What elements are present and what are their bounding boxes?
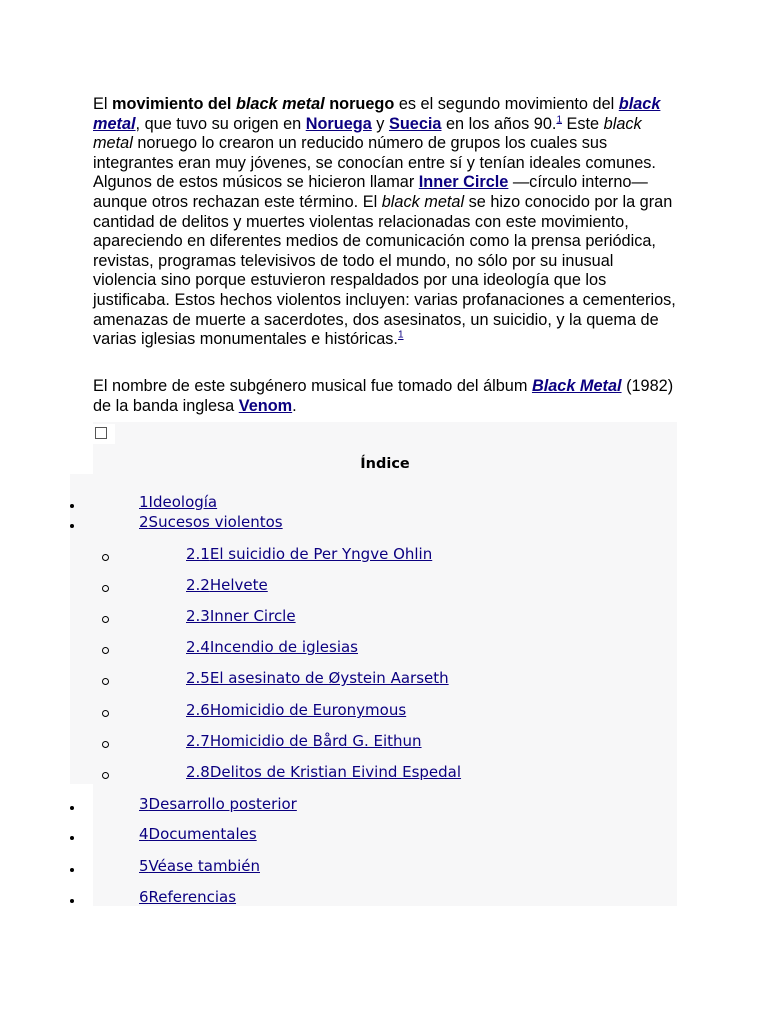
toc-background-edge bbox=[70, 474, 93, 784]
toc-item-number: 2.8 bbox=[186, 763, 210, 781]
toc-title: Índice bbox=[360, 456, 410, 472]
text: es el segundo movimiento del bbox=[394, 95, 619, 113]
link-black-metal[interactable]: black metal bbox=[93, 95, 661, 133]
toc-item-6[interactable] bbox=[139, 888, 236, 906]
toc-item-label: Helvete bbox=[209, 576, 268, 594]
toc-item-number: 2 bbox=[139, 513, 149, 531]
toc-item-label: Delitos de Kristian Eivind Espedal bbox=[209, 763, 462, 781]
link-inner-circle[interactable]: Inner Circle bbox=[418, 173, 509, 192]
toc-item-number: 4 bbox=[139, 825, 149, 843]
link-suecia[interactable]: Suecia bbox=[388, 114, 442, 133]
text: El bbox=[93, 95, 113, 113]
toc-item-2-7[interactable] bbox=[186, 732, 422, 750]
toc-item-2[interactable] bbox=[139, 513, 283, 531]
toc-item-number: 6 bbox=[139, 888, 149, 906]
toc-item-label: El suicidio de Per Yngve Ohlin bbox=[209, 545, 433, 563]
toc-item-1[interactable] bbox=[139, 493, 217, 511]
toc-item-2-1[interactable] bbox=[186, 545, 432, 563]
circle-bullet-icon bbox=[102, 554, 109, 561]
italic-text: black metal bbox=[381, 192, 465, 211]
toc-item-number: 2.7 bbox=[186, 732, 210, 750]
toc-item-number: 2.4 bbox=[186, 638, 210, 656]
toc-item-number: 2.1 bbox=[186, 545, 210, 563]
text: El nombre de este subgénero musical fue tomado del álbum bbox=[93, 377, 532, 395]
link-venom[interactable]: Venom bbox=[238, 396, 293, 415]
text: Este bbox=[562, 114, 604, 133]
toc-item-5[interactable] bbox=[139, 857, 260, 875]
disc-bullet-icon bbox=[70, 806, 74, 810]
toc-item-label: Homicidio de Euronymous bbox=[209, 701, 407, 719]
toc-item-label: Inner Circle bbox=[209, 607, 296, 625]
circle-bullet-icon bbox=[102, 585, 109, 592]
toc-item-2-5[interactable] bbox=[186, 669, 449, 687]
text: —círculo interno— aunque otros rechazan este término. El bbox=[93, 173, 648, 211]
disc-bullet-icon bbox=[70, 504, 74, 508]
toc-item-2-6[interactable] bbox=[186, 701, 406, 719]
checkbox-icon bbox=[95, 427, 107, 439]
toc-item-number: 2.6 bbox=[186, 701, 210, 719]
toc-item-number: 1 bbox=[139, 493, 149, 511]
text: . bbox=[292, 396, 297, 415]
circle-bullet-icon bbox=[102, 710, 109, 717]
text: , que tuvo su origen en bbox=[135, 114, 306, 133]
toc-item-number: 2.2 bbox=[186, 576, 210, 594]
toc-item-label: Incendio de iglesias bbox=[209, 638, 358, 656]
toc-item-label: Desarrollo posterior bbox=[148, 795, 297, 813]
toc-item-4[interactable] bbox=[139, 825, 257, 843]
text: y bbox=[371, 114, 389, 133]
circle-bullet-icon bbox=[102, 772, 109, 779]
circle-bullet-icon bbox=[102, 678, 109, 685]
italic-text: black metal bbox=[93, 114, 642, 153]
disc-bullet-icon bbox=[70, 899, 74, 903]
circle-bullet-icon bbox=[102, 647, 109, 654]
toc-item-2-4[interactable] bbox=[186, 638, 358, 656]
toc-item-number: 2.3 bbox=[186, 607, 210, 625]
disc-bullet-icon bbox=[70, 524, 74, 528]
text: (1982) de la banda inglesa bbox=[93, 377, 674, 415]
toc-item-2-8[interactable] bbox=[186, 763, 461, 781]
toc-item-label: Referencias bbox=[148, 888, 237, 906]
reference-2[interactable]: 1 bbox=[397, 329, 404, 341]
reference-1[interactable]: 1 bbox=[556, 114, 562, 126]
text: se hizo conocido por la gran cantidad de delitos y muertes violentas relacionadas con este movimiento, apareciendo en diferentes medios de comunicación como la prensa periódica, revistas, programas televisivos de todo el mundo, no sólo por su inusual violencia sino porque estuvieron respaldados por una ideología que los justificaba. Estos hechos violentos incluyen: varias profanaciones a cementerios, amenazas de muerte a sacerdotes, dos asesinatos, un suicidio, y la quema de varias iglesias monumentales e históricas. bbox=[93, 192, 676, 349]
toc-item-label: El asesinato de Øystein Aarseth bbox=[209, 669, 449, 687]
toc-item-label: Véase también bbox=[148, 857, 260, 875]
bold-italic-text: black metal bbox=[235, 95, 325, 113]
bold-text: noruego bbox=[324, 95, 395, 113]
disc-bullet-icon bbox=[70, 868, 74, 872]
toc-item-label: Documentales bbox=[148, 825, 257, 843]
toc-toggle-checkbox[interactable] bbox=[93, 424, 115, 444]
toc-item-label: Homicidio de Bård G. Eithun bbox=[209, 732, 422, 750]
link-noruega[interactable]: Noruega bbox=[305, 114, 372, 133]
toc-item-label: Ideología bbox=[148, 493, 218, 511]
toc-item-3[interactable] bbox=[139, 795, 297, 813]
text: en los años 90. bbox=[441, 114, 557, 133]
toc-item-label: Sucesos violentos bbox=[148, 513, 283, 531]
disc-bullet-icon bbox=[70, 836, 74, 840]
toc-item-2-2[interactable] bbox=[186, 576, 268, 594]
circle-bullet-icon bbox=[102, 616, 109, 623]
album-paragraph bbox=[93, 377, 678, 416]
link-black-metal-album[interactable]: Black Metal bbox=[531, 377, 622, 395]
bold-text: movimiento del bbox=[112, 95, 236, 113]
toc-item-number: 3 bbox=[139, 795, 149, 813]
text: noruego lo crearon un reducido número de grupos los cuales sus integrantes eran muy jóvenes, se conocían entre sí y tenían ideales comunes. Algunos de estos músicos se hicieron llamar bbox=[93, 134, 656, 192]
toc-item-number: 2.5 bbox=[186, 669, 210, 687]
circle-bullet-icon bbox=[102, 741, 109, 748]
toc-item-2-3[interactable] bbox=[186, 607, 296, 625]
intro-paragraph bbox=[93, 95, 678, 350]
toc-item-number: 5 bbox=[139, 857, 149, 875]
